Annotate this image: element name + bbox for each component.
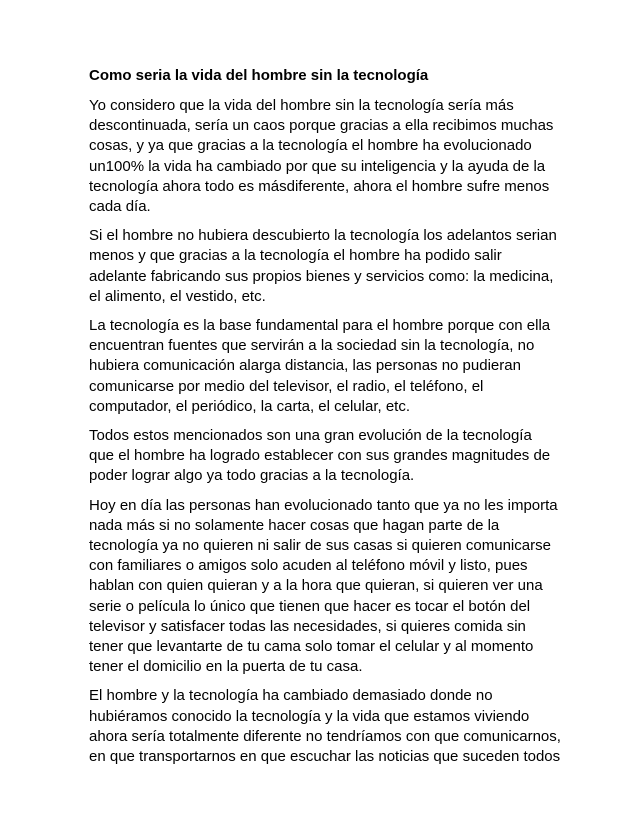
text-line: con familiares o amigos solo acuden al teléfono móvil y listo, pues bbox=[89, 557, 528, 575]
text-line: comunicarse por medio del televisor, el radio, el teléfono, el bbox=[89, 377, 484, 395]
document-title: Como seria la vida del hombre sin la tecnología bbox=[89, 67, 429, 84]
text-line: que el hombre ha logrado establecer con sus grandes magnitudes de bbox=[89, 447, 551, 465]
text-line: tecnología ahora todo es másdiferente, ahora el hombre sufre menos bbox=[89, 177, 550, 195]
text-line: El hombre y la tecnología ha cambiado demasiado donde no bbox=[89, 687, 493, 705]
text-line: en que transportarnos en que escuchar las noticias que suceden todos bbox=[89, 748, 561, 766]
text-line: un100% la vida ha cambiado por que su inteligencia y la ayuda de la bbox=[89, 157, 546, 175]
text-line: computador, el periódico, la carta, el celular, etc. bbox=[89, 397, 411, 415]
text-line: hablan con quien quieran y a la hora que quieran, si quieren ver una bbox=[89, 577, 543, 595]
text-line: menos y que gracias a la tecnología el hombre ha podido salir bbox=[89, 247, 502, 265]
paragraph-3 bbox=[89, 316, 559, 417]
text-line: Hoy en día las personas han evolucionado tanto que ya no les importa bbox=[89, 496, 558, 514]
text-line: tener el domicilio en la puerta de tu casa. bbox=[89, 658, 363, 676]
text-line: hubiera comunicación alarga distancia, las personas no pudieran bbox=[89, 357, 521, 375]
paragraph-1 bbox=[89, 96, 559, 217]
text-line: serie o película lo único que tienen que hacer es tocar el botón del bbox=[89, 597, 531, 615]
text-line: el alimento, el vestido, etc. bbox=[89, 287, 266, 305]
document-page bbox=[89, 66, 559, 776]
text-line: adelante fabricando sus propios bienes y servicios como: la medicina, bbox=[89, 267, 554, 285]
text-line: hubiéramos conocido la tecnología y la vida que estamos viviendo bbox=[89, 707, 530, 725]
paragraph-4 bbox=[89, 426, 559, 487]
text-line: cosas, y ya que gracias a la tecnología el hombre ha evolucionado bbox=[89, 137, 532, 155]
paragraph-5 bbox=[89, 496, 559, 678]
text-line: Todos estos mencionados son una gran evolución de la tecnología bbox=[89, 427, 532, 445]
text-line: televisor y satisfacer todas las necesidades, si quieres comida sin bbox=[89, 617, 526, 635]
paragraph-2 bbox=[89, 226, 559, 307]
text-line: ahora sería totalmente diferente no tendríamos con que comunicarnos, bbox=[89, 727, 561, 745]
text-line: tecnología ya no quieren ni salir de sus casas si quieren comunicarse bbox=[89, 537, 551, 555]
text-line: Si el hombre no hubiera descubierto la tecnología los adelantos serian bbox=[89, 227, 557, 245]
text-line: La tecnología es la base fundamental para el hombre porque con ella bbox=[89, 317, 551, 335]
text-line: tener que levantarte de tu cama solo tomar el celular y al momento bbox=[89, 638, 534, 656]
text-line: descontinuada, sería un caos porque gracias a ella recibimos muchas bbox=[89, 117, 554, 135]
text-line: encuentran fuentes que servirán a la sociedad sin la tecnología, no bbox=[89, 337, 535, 355]
paragraph-6 bbox=[89, 686, 559, 767]
text-line: nada más si no solamente hacer cosas que hagan parte de la bbox=[89, 516, 500, 534]
text-line: cada día. bbox=[89, 198, 151, 216]
text-line: poder lograr algo ya todo gracias a la tecnología. bbox=[89, 467, 415, 485]
text-line: Yo considero que la vida del hombre sin la tecnología sería más bbox=[89, 97, 514, 114]
